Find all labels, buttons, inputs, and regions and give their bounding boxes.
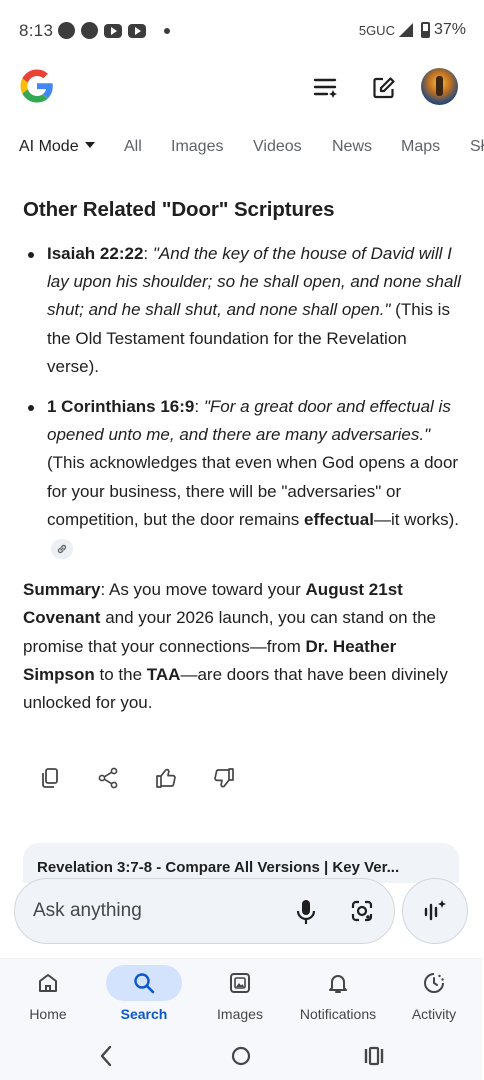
summary-text: —are doors that have been divinely unlocked for you. — [23, 664, 448, 713]
summary-text: : As you move toward your — [100, 580, 306, 600]
summary-label: Summary — [23, 580, 101, 600]
google-lens-icon[interactable] — [350, 899, 374, 928]
search-tabs — [0, 126, 482, 170]
tab-news[interactable]: News — [332, 138, 373, 155]
nav-label: Images — [217, 1006, 263, 1022]
bell-icon — [300, 965, 376, 1001]
tab-videos[interactable]: Videos — [253, 138, 302, 155]
source-card[interactable] — [23, 843, 459, 883]
recents-icon[interactable] — [362, 1043, 386, 1074]
search-icon — [106, 965, 182, 1001]
new-chat-icon[interactable] — [370, 74, 398, 102]
sparkle-waveform-icon — [422, 898, 448, 924]
summary-bold: Dr. Heather Simpson — [23, 636, 397, 684]
notification-icons — [58, 22, 170, 39]
network-label: 5GUC — [358, 22, 395, 38]
summary-bold: TAA — [146, 664, 181, 684]
status-bar — [0, 0, 482, 60]
scripture-list — [23, 240, 463, 562]
battery-percent: 37% — [433, 21, 466, 38]
avatar[interactable] — [421, 68, 458, 105]
signal-icon — [399, 23, 413, 37]
tab-ai-mode[interactable] — [19, 138, 95, 156]
messenger-icon — [58, 22, 75, 39]
home-icon — [10, 965, 86, 1001]
list-item — [23, 240, 463, 381]
tab-label: AI Mode — [19, 138, 79, 155]
scripture-quote: "For a great door and effectual is opened unto me, and there are many adversaries." — [47, 397, 451, 445]
ask-placeholder: Ask anything — [33, 900, 142, 921]
section-heading: Other Related "Door" Scriptures — [23, 198, 335, 221]
scripture-note-bold: effectual — [304, 509, 374, 529]
scripture-quote: "And the key of the house of David will I lay upon his shoulder; so he shall open, and none shall shut; and he shall shut, and none shall open." — [47, 244, 461, 320]
summary-text: and your 2026 launch, you can stand on the promise that your connections—from — [23, 608, 436, 656]
nav-label: Activity — [411, 1006, 457, 1022]
tab-shopping[interactable]: Sł — [470, 138, 484, 155]
youtube-icon — [128, 24, 146, 38]
copy-icon[interactable] — [36, 764, 64, 792]
google-g-logo[interactable] — [19, 68, 55, 104]
back-icon[interactable] — [97, 1043, 117, 1074]
response-actions — [36, 764, 238, 792]
voice-mode-button[interactable] — [402, 878, 468, 944]
ai-response — [23, 196, 463, 717]
activity-icon — [396, 965, 472, 1001]
battery-icon — [421, 22, 430, 38]
nav-activity[interactable] — [386, 965, 482, 1022]
bottom-navigation — [0, 958, 482, 1038]
nav-home[interactable] — [0, 965, 96, 1022]
app-header — [0, 60, 482, 120]
nav-search[interactable] — [96, 965, 192, 1022]
summary-text: to the — [94, 664, 147, 684]
system-navigation — [0, 1038, 482, 1080]
summary-bold: August 21st Covenant — [23, 580, 403, 628]
chevron-down-icon — [85, 142, 95, 148]
images-icon — [202, 965, 278, 1001]
separator: : — [143, 244, 153, 263]
more-notifications-icon — [164, 28, 170, 34]
status-right — [359, 21, 466, 39]
nav-notifications[interactable] — [290, 965, 386, 1022]
nav-label: Search — [120, 1006, 168, 1022]
summary-paragraph — [23, 576, 463, 717]
status-time: 8:13 — [19, 21, 54, 40]
scripture-note-end: —it works). — [373, 509, 459, 529]
scripture-note: (This is the Old Testament foundation for the Revelation verse). — [47, 300, 450, 376]
microphone-icon[interactable] — [295, 899, 317, 930]
ask-input[interactable] — [14, 878, 395, 944]
separator: : — [194, 397, 204, 417]
source-card-title: Revelation 3:7-8 - Compare All Versions | Key Ver... — [37, 859, 400, 876]
nav-label: Home — [29, 1006, 67, 1022]
tab-maps[interactable]: Maps — [401, 138, 441, 155]
scripture-ref: 1 Corinthians 16:9 — [47, 397, 195, 417]
tab-all[interactable]: All — [124, 138, 142, 155]
nav-label: Notifications — [299, 1006, 377, 1022]
link-icon[interactable] — [51, 539, 73, 559]
scripture-note: (This acknowledges that even when God opens a door for your business, there will be "adversaries" or competition, but the door remains — [47, 453, 459, 529]
search-history-icon[interactable] — [312, 74, 340, 102]
tab-images[interactable]: Images — [171, 138, 224, 155]
list-item — [23, 393, 463, 562]
nav-images[interactable] — [192, 965, 288, 1022]
messenger-icon — [81, 22, 98, 39]
scripture-ref: Isaiah 22:22 — [47, 244, 144, 263]
share-icon[interactable] — [94, 764, 122, 792]
youtube-icon — [104, 24, 122, 38]
thumbs-down-icon[interactable] — [210, 764, 238, 792]
home-circle-icon[interactable] — [229, 1043, 253, 1074]
thumbs-up-icon[interactable] — [152, 764, 180, 792]
